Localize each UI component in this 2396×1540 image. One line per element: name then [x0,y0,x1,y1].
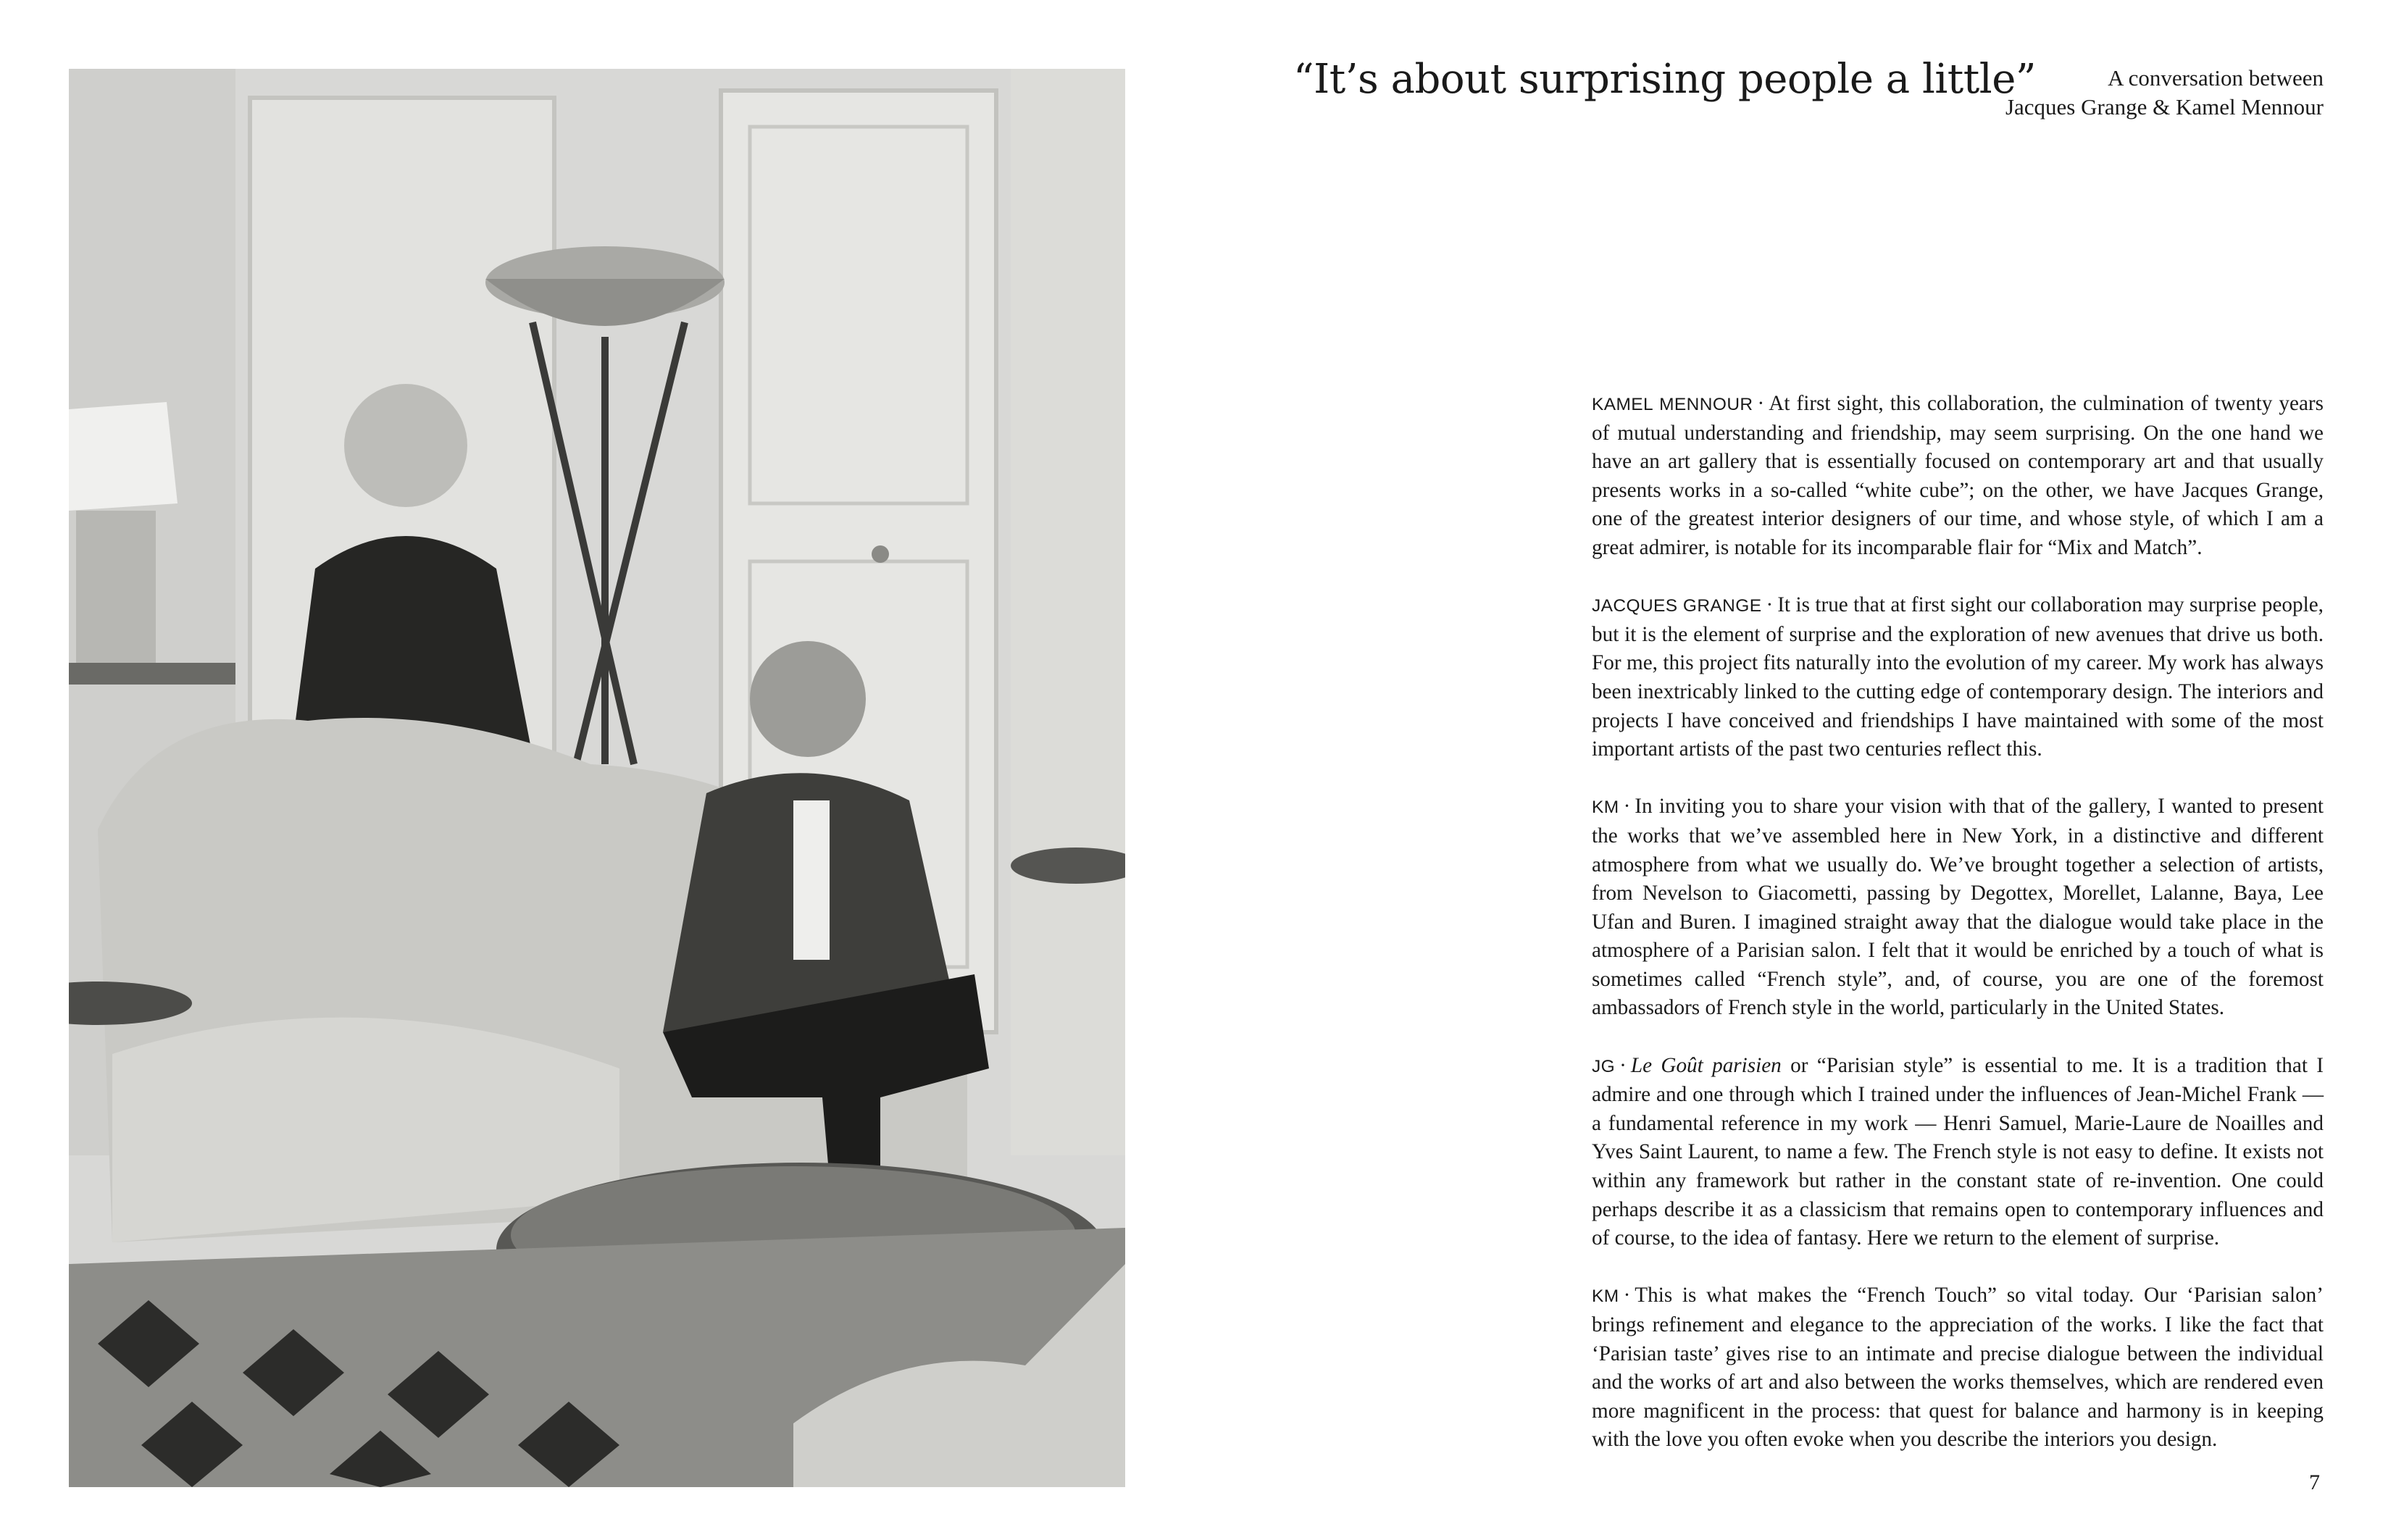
paragraph-text: This is what makes the “French Touch” so vital today. Our ‘Parisian salon’ brings refinement and elegance to the appreciation of the works. I like the fact that ‘Parisian taste’ gives rise to an intimate and precise dialogue between the individual and the works of art and also between the works themselves, which are rendered even more magnificent in the process: that quest for balance and harmony is in keeping with the love you often evoke when you describe the interiors you design. [1592,1284,2324,1452]
speaker-separator: · [1757,392,1765,415]
interview-body [1592,390,2324,1483]
speaker-name: KAMEL MENNOUR [1592,395,1753,414]
byline-line-2: Jacques Grange & Kamel Mennour [2005,94,2324,120]
speaker-name: JACQUES GRANGE [1592,596,1762,616]
interior-portrait-photo [69,69,1125,1487]
paragraph-text: In inviting you to share your vision with that of the gallery, I wanted to present the works that we’ve assembled here in New York, in a distinctive and different atmosphere from what we usually do. We’ve brought together a selection of artists, from Nevelson to Giacometti, passing by Degottex, Morellet, Lalanne, Baya, Lee Ufan and Buren. I imagined straight away that the dialogue would take place in the atmosphere of a Parisian salon. I felt that it would be enriched by a touch of what is sometimes called “French style”, and, of course, you are one of the foremost ambassadors of French style in the world, particularly in the United States. [1592,795,2324,1020]
page-number: 7 [2309,1470,2320,1494]
speaker-separator: · [1623,795,1631,819]
paragraph [1592,1052,2324,1253]
speaker-name: JG [1592,1056,1616,1076]
article-title: “It’s about surprising people a little” [1293,56,2036,103]
italic-phrase: Le Goût parisien [1630,1053,1782,1077]
byline [2005,64,2324,122]
speaker-name: KM [1592,1286,1619,1307]
paragraph [1592,792,2324,1023]
paragraph [1592,1281,2324,1455]
paragraph [1592,591,2324,764]
paragraph-text: It is true that at first sight our collaboration may surprise people, but it is the element of surprise and the exploration of new avenues that drive us both. For me, this project fits naturally into the evolution of my career. My work has always been inextricably linked to the cutting edge of contemporary design. The interiors and projects I have conceived and friendships I have maintained with some of the most important artists of the past two centuries reflect this. [1592,593,2324,761]
paragraph-text: or “Parisian style” is essential to me. It is a tradition that I admire and one through which I trained under the influences of Jean-Michel Frank — a fundamental reference in my work — Henri Samuel, Marie-Laure de Noailles and Yves Saint Laurent, to name a few. The French style is not easy to define. It exists not within any framework but rather in the constant state of re-invention. One could perhaps describe it as a classicism that remains open to contemporary influences and of course, to the idea of fantasy. Here we return to the element of surprise. [1592,1053,2324,1250]
paragraph [1592,390,2324,563]
byline-line-1: A conversation between [2108,65,2324,91]
speaker-name: KM [1592,798,1619,818]
portrait-photo-icon [69,69,1125,1487]
speaker-separator: · [1623,1284,1631,1307]
paragraph-text: At first sight, this collaboration, the culmination of twenty years of mutual understanding and friendship, may seem surprising. On the one hand we have an art gallery that is essentially focused on contemporary art and that usually presents works in a so-called “white cube”; on the other, we have Jacques Grange, one of the greatest interior designers of our time, and whose style, of which I am a great admirer, is notable for its incomparable flair for “Mix and Match”. [1592,392,2324,559]
speaker-separator: · [1766,593,1774,617]
speaker-separator: · [1619,1053,1627,1077]
